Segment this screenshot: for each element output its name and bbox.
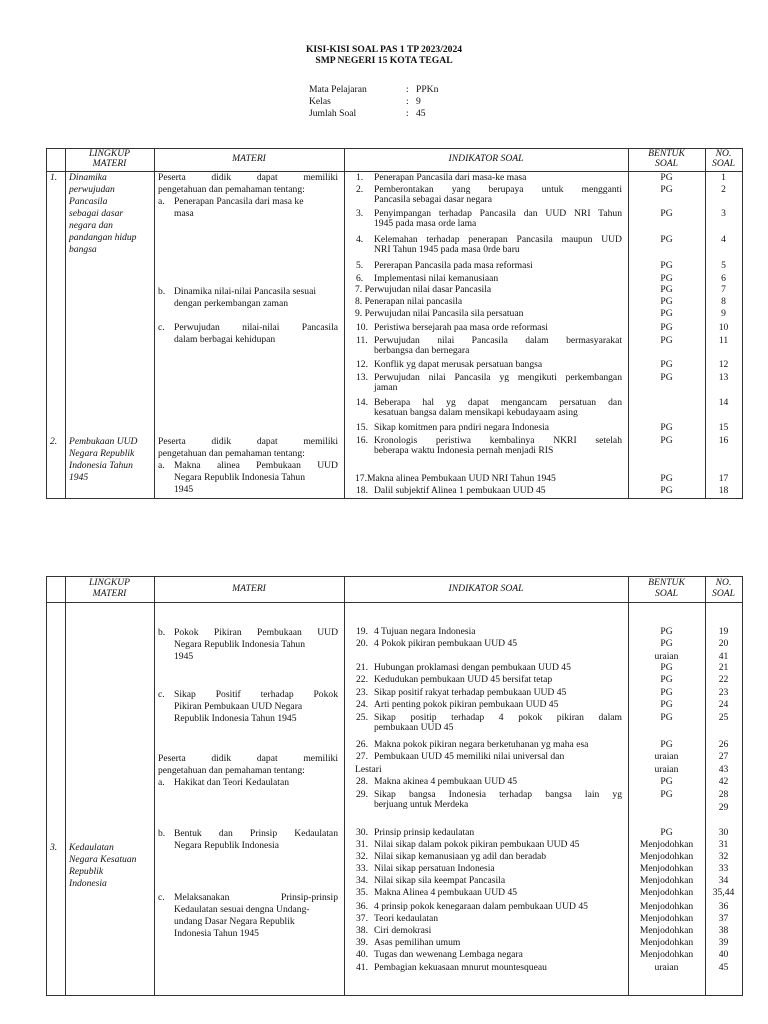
bentuk-soal: PG — [660, 359, 673, 370]
indikator-number: 24. — [356, 699, 368, 710]
materi-letter: c. — [158, 322, 165, 333]
indikator-number: 6. — [356, 273, 364, 284]
indikator-text: Asas pemilihan umum — [374, 937, 461, 948]
materi-text: dengan perkembangan zaman — [174, 298, 289, 309]
bentuk-soal: PG — [660, 687, 673, 698]
indikator-number: 34. — [356, 875, 368, 886]
indikator-text: Teori kedaulatan — [374, 913, 439, 924]
indikator-text: Kronologis peristiwa kembalinya NKRI setelah — [374, 435, 622, 446]
materi-text: Makna alinea Pembukaan UUD — [174, 460, 338, 471]
bentuk-soal: PG — [660, 626, 673, 637]
col-header-materi: MATERI — [232, 153, 266, 164]
nomor-soal: 38 — [718, 925, 729, 936]
indikator-text: Sikap bangsa Indonesia terhadap bangsa lain yg — [374, 789, 622, 800]
indikator-text: Ciri demokrasi — [374, 925, 432, 936]
nomor-soal: 2 — [721, 184, 726, 195]
info-label-subject: Mata Pelajaran — [309, 84, 367, 95]
indikator-number: 35. — [356, 887, 368, 898]
nomor-soal: 20 — [718, 638, 729, 649]
col-header-lingkup: MATERI — [92, 588, 127, 599]
materi-text: Pikiran Pembukaan UUD Negara — [174, 701, 303, 712]
nomor-soal: 5 — [721, 260, 726, 271]
indikator-text: 7. Perwujudan nilai dasar Pancasila — [355, 284, 492, 295]
bentuk-soal: PG — [660, 638, 673, 649]
materi-text: undang Dasar Negara Republik — [174, 916, 295, 927]
indikator-text: Pembagian kekuasaan mnurut mountesqueau — [374, 962, 547, 973]
materi-letter: a. — [158, 777, 165, 788]
indikator-text: kesatuan bangsa dalam mensikapi kebudayaam asing — [374, 406, 578, 418]
bentuk-soal: PG — [660, 674, 673, 685]
col-header-no: SOAL — [712, 158, 735, 169]
nomor-soal: 31 — [718, 839, 729, 850]
bentuk-soal: PG — [660, 422, 673, 433]
indikator-number: 22. — [356, 674, 368, 685]
materi-letter: b. — [158, 828, 166, 839]
bentuk-soal: PG — [660, 776, 673, 787]
indikator-number: 39. — [356, 937, 368, 948]
lingkup-text: Indonesia Tahun — [69, 460, 133, 471]
materi-text: Melaksanakan Prinsip-prinsip — [174, 892, 338, 903]
nomor-soal: 36 — [718, 901, 729, 912]
indikator-text: Konflik yg dapat merusak persatuan bangsa — [374, 359, 543, 370]
lingkup-text: Kedaulatan — [69, 842, 114, 853]
indikator-number: 38. — [356, 925, 368, 936]
indikator-text: Implementasi nilai kemanusiaan — [374, 273, 499, 284]
col-header-bentuk: SOAL — [655, 158, 678, 169]
indikator-number: 3. — [356, 208, 364, 219]
indikator-text: 4 Pokok pikiran pembukaan UUD 45 — [374, 638, 518, 649]
bentuk-soal: PG — [660, 273, 673, 284]
indikator-text: Makna pokok pikiran negara berketuhanan yg maha esa — [374, 739, 589, 750]
indikator-text: Makna akinea 4 pembukaan UUD 45 — [374, 776, 518, 787]
materi-text: Peserta didik dapat memiliki — [158, 172, 338, 183]
indikator-text: Sikap positip terhadap 4 pokok pikiran dalam — [374, 712, 622, 723]
indikator-number: 5. — [356, 260, 364, 271]
lingkup-text: Pancasila — [69, 196, 108, 207]
bentuk-soal: Menjodohkan — [639, 851, 694, 862]
indikator-number: 27. — [356, 751, 368, 762]
indikator-number: 14. — [356, 397, 368, 408]
info-sep: : — [406, 84, 409, 95]
materi-text: Bentuk dan Prinsip Kedaulatan — [174, 828, 338, 839]
nomor-soal: 3 — [721, 208, 726, 219]
col-header-indikator: INDIKATOR SOAL — [448, 583, 524, 594]
indikator-number: 4. — [356, 234, 364, 245]
nomor-soal: 27 — [718, 751, 729, 762]
indikator-text: 9. Perwujudan nilai Pancasila sila persatuan — [355, 308, 524, 319]
bentuk-soal: PG — [660, 739, 673, 750]
indikator-number: 29. — [356, 789, 368, 800]
indikator-number: 40. — [356, 949, 368, 960]
nomor-soal: 33 — [718, 863, 729, 874]
lingkup-text: negara dan — [69, 220, 113, 231]
indikator-text: Pembukaan UUD 45 memiliki nilai universal dan — [374, 751, 565, 762]
materi-text: 1945 — [174, 484, 194, 495]
bentuk-soal: PG — [660, 485, 673, 496]
indikator-text: Pemberontakan yang berupaya untuk mengganti — [374, 184, 622, 195]
materi-text: Pokok Pikiran Pembukaan UUD — [174, 627, 338, 638]
indikator-text: berjuang untuk Merdeka — [374, 798, 469, 810]
col-header-no: NO. — [715, 577, 732, 588]
materi-letter: a. — [158, 460, 165, 471]
row-number: 2. — [50, 436, 58, 447]
indikator-text: Sikap komitmen para pndiri negara Indonesia — [374, 422, 550, 433]
indikator-text: Arti penting pokok pikiran pembukaan UUD 45 — [374, 699, 559, 710]
info-value-class: 9 — [416, 96, 421, 107]
indikator-text: berbangsa dan bernegara — [374, 344, 470, 356]
indikator-text: Tugas dan wewenang Lembaga negara — [374, 949, 523, 960]
indikator-text: beberapa waktu Indonesia pernah menjadi RIS — [374, 444, 554, 456]
indikator-text: 17.Makna alinea Pembukaan UUD NRI Tahun 1945 — [355, 473, 556, 484]
nomor-soal: 22 — [718, 674, 729, 685]
indikator-text: Nilai sikap sila keempat Pancasila — [374, 875, 506, 886]
indikator-text: Prinsip prinsip kedaulatan — [374, 827, 475, 838]
info-value-subject: PPKn — [416, 84, 439, 95]
col-header-indikator: INDIKATOR SOAL — [448, 153, 524, 164]
col-header-bentuk: BENTUK — [648, 577, 685, 588]
nomor-soal: 26 — [718, 739, 729, 750]
indikator-text: Perwujudan nilai Pancasila yg mengikuti perkembangan — [374, 372, 622, 383]
info-label-class: Kelas — [309, 96, 331, 107]
nomor-soal: 19 — [718, 626, 729, 637]
materi-text: Indonesia Tahun 1945 — [174, 928, 259, 939]
row-number: 1. — [50, 172, 58, 183]
indikator-text: Kelemahan terhadap penerapan Pancasila maupun UUD — [374, 234, 622, 245]
nomor-soal: 8 — [721, 296, 726, 307]
indikator-number: 33. — [356, 863, 368, 874]
info-sep: : — [406, 108, 409, 119]
materi-text: Negara Republik Indonesia — [174, 840, 279, 851]
indikator-text: 8. Penerapan nilai pancasila — [355, 296, 463, 307]
lingkup-text: Indonesia — [69, 878, 107, 889]
bentuk-soal: Menjodohkan — [639, 863, 694, 874]
materi-text: Peserta didik dapat memiliki — [158, 436, 338, 447]
bentuk-soal: uraian — [654, 751, 679, 762]
doc-title: KISI-KISI SOAL PAS 1 TP 2023/2024 — [305, 44, 463, 55]
indikator-text: Sikap positif rakyat terhadap pembukaan UUD 45 — [374, 687, 567, 698]
indikator-number: 13. — [356, 372, 368, 383]
bentuk-soal: uraian — [654, 651, 679, 662]
nomor-soal: 24 — [718, 699, 729, 710]
lingkup-text: Republik — [69, 866, 104, 877]
indikator-text: Penyimpangan terhadap Pancasila dan UUD NRI Tahun — [374, 208, 622, 219]
nomor-soal: 14 — [718, 397, 729, 408]
materi-text: dalam berbagai kehidupan — [174, 334, 276, 345]
bentuk-soal: PG — [660, 234, 673, 245]
indikator-number: 20. — [356, 638, 368, 649]
bentuk-soal: PG — [660, 435, 673, 446]
nomor-soal: 32 — [718, 851, 729, 862]
nomor-soal: 41 — [718, 651, 729, 662]
col-header-materi: MATERI — [232, 583, 266, 594]
indikator-number: 21. — [356, 662, 368, 673]
bentuk-soal: Menjodohkan — [639, 875, 694, 886]
materi-letter: b. — [158, 627, 166, 638]
bentuk-soal: PG — [660, 284, 673, 295]
bentuk-soal: Menjodohkan — [639, 839, 694, 850]
indikator-number: 31. — [356, 839, 368, 850]
lingkup-text: sebagai dasar — [69, 208, 124, 219]
indikator-text: Nilai sikap kemanusiaan yg adil dan beradab — [374, 851, 547, 862]
row-number: 3. — [50, 842, 58, 853]
nomor-soal: 25 — [718, 712, 729, 723]
bentuk-soal: uraian — [654, 764, 679, 775]
lingkup-text: 1945 — [69, 472, 89, 483]
bentuk-soal: Menjodohkan — [639, 949, 694, 960]
indikator-number: 15. — [356, 422, 368, 433]
lingkup-text: bangsa — [69, 244, 97, 255]
indikator-text: Makna Alinea 4 pembukaan UUD 45 — [374, 887, 518, 898]
indikator-text: pembukaan UUD 45 — [374, 721, 454, 733]
nomor-soal: 1 — [721, 172, 726, 183]
nomor-soal: 21 — [718, 662, 729, 673]
materi-letter: c. — [158, 892, 165, 903]
indikator-number: 37. — [356, 913, 368, 924]
lingkup-text: Negara Republik — [69, 448, 135, 459]
col-header-lingkup: LINGKUP — [88, 148, 131, 159]
materi-text: Kedaulatan sesuai dengna Undang- — [174, 904, 310, 915]
materi-text: Negara Republik Indonesia Tahun — [174, 472, 306, 483]
indikator-text: 1945 pada masa orde lama — [374, 217, 477, 229]
nomor-soal: 15 — [718, 422, 729, 433]
bentuk-soal: Menjodohkan — [639, 901, 694, 912]
nomor-soal: 17 — [718, 473, 729, 484]
materi-text: 1945 — [174, 651, 194, 662]
indikator-text: 4 Tujuan negara Indonesia — [374, 626, 476, 637]
bentuk-soal: PG — [660, 372, 673, 383]
nomor-soal: 29 — [718, 802, 729, 813]
bentuk-soal: Menjodohkan — [639, 925, 694, 936]
nomor-soal: 30 — [718, 827, 729, 838]
nomor-soal: 6 — [721, 273, 726, 284]
bentuk-soal: Menjodohkan — [639, 937, 694, 948]
indikator-text: Dalil subjektif Alinea 1 pembukaan UUD 45 — [374, 485, 546, 496]
indikator-number: 10. — [356, 322, 368, 333]
materi-text: masa — [174, 208, 194, 219]
nomor-soal: 37 — [718, 913, 729, 924]
materi-text: Peserta didik dapat memiliki — [158, 753, 338, 764]
col-header-bentuk: BENTUK — [648, 148, 685, 159]
indikator-text: Pancasila sebagai dasar negara — [374, 193, 492, 205]
materi-letter: b. — [158, 286, 166, 297]
info-label-count: Jumlah Soal — [309, 108, 357, 119]
bentuk-soal: Menjodohkan — [639, 887, 694, 898]
indikator-text: Lestari — [355, 764, 382, 775]
bentuk-soal: PG — [660, 789, 673, 800]
nomor-soal: 45 — [718, 962, 729, 973]
indikator-text: Perwujudan nilai Pancasila dalam bermasyarakat — [374, 335, 622, 346]
lingkup-text: perwujudan — [69, 184, 115, 195]
indikator-text: Penerapan Pancasila dari masa-ke masa — [374, 172, 527, 183]
indikator-number: 18. — [356, 485, 368, 496]
indikator-text: Pererapan Pancasila pada masa reformasi — [374, 260, 533, 271]
indikator-number: 26. — [356, 739, 368, 750]
nomor-soal: 16 — [718, 435, 729, 446]
indikator-text: Nilai sikap persatuan Indonesia — [374, 863, 495, 874]
col-header-no: NO. — [715, 148, 732, 159]
materi-letter: a. — [158, 196, 165, 207]
nomor-soal: 42 — [718, 776, 729, 787]
indikator-text: Beberapa hal yg dapat mengancam persatuan dan — [374, 397, 622, 408]
bentuk-soal: PG — [660, 473, 673, 484]
bentuk-soal: PG — [660, 827, 673, 838]
nomor-soal: 35,44 — [712, 887, 735, 898]
indikator-number: 1. — [356, 172, 364, 183]
materi-text: Perwujudan nilai-nilai Pancasila — [174, 322, 338, 333]
bentuk-soal: PG — [660, 184, 673, 195]
nomor-soal: 9 — [721, 308, 726, 319]
nomor-soal: 39 — [718, 937, 729, 948]
materi-text: pengetahuan dan pemahaman tentang: — [158, 184, 305, 195]
materi-text: pengetahuan dan pemahaman tentang: — [158, 765, 305, 776]
materi-text: Dinamika nilai-nilai Pancasila sesuai — [174, 286, 316, 297]
bentuk-soal: PG — [660, 296, 673, 307]
indikator-number: 28. — [356, 776, 368, 787]
indikator-number: 2. — [356, 184, 364, 195]
bentuk-soal: PG — [660, 308, 673, 319]
materi-text: Penerapan Pancasila dari masa ke — [174, 196, 304, 207]
indikator-number: 41. — [356, 962, 368, 973]
materi-text: Sikap Positif terhadap Pokok — [174, 689, 338, 700]
bentuk-soal: PG — [660, 322, 673, 333]
indikator-text: Nilai sikap dalam pokok pikiran pembukaan UUD 45 — [374, 839, 580, 850]
bentuk-soal: Menjodohkan — [639, 913, 694, 924]
indikator-number: 11. — [356, 335, 368, 346]
nomor-soal: 4 — [721, 234, 726, 245]
lingkup-text: Pembukaan UUD — [69, 436, 138, 447]
bentuk-soal: PG — [660, 208, 673, 219]
materi-text: Republik Indonesia Tahun 1945 — [174, 713, 297, 724]
nomor-soal: 13 — [718, 372, 729, 383]
nomor-soal: 7 — [721, 284, 726, 295]
nomor-soal: 28 — [718, 789, 729, 800]
col-header-bentuk: SOAL — [655, 588, 678, 599]
bentuk-soal: PG — [660, 335, 673, 346]
bentuk-soal: PG — [660, 699, 673, 710]
bentuk-soal: PG — [660, 260, 673, 271]
bentuk-soal: uraian — [654, 962, 679, 973]
indikator-number: 23. — [356, 687, 368, 698]
materi-text: pengetahuan dan pemahaman tentang: — [158, 448, 305, 459]
nomor-soal: 43 — [718, 764, 729, 775]
indikator-number: 30. — [356, 827, 368, 838]
nomor-soal: 23 — [718, 687, 729, 698]
indikator-number: 19. — [356, 626, 368, 637]
indikator-text: NRI Tahun 1945 pada masa 0rde baru — [374, 243, 520, 255]
lingkup-text: pandangan hidup — [69, 232, 137, 243]
nomor-soal: 18 — [718, 485, 729, 496]
materi-letter: c. — [158, 689, 165, 700]
indikator-number: 36. — [356, 901, 368, 912]
nomor-soal: 10 — [718, 322, 729, 333]
indikator-text: Kedudukan pembukaan UUD 45 bersifat tetap — [374, 674, 553, 685]
bentuk-soal: PG — [660, 662, 673, 673]
col-header-lingkup: MATERI — [92, 158, 127, 169]
nomor-soal: 34 — [718, 875, 729, 886]
nomor-soal: 40 — [718, 949, 729, 960]
lingkup-text: Negara Kesatuan — [69, 854, 137, 865]
indikator-text: 4 prinsip pokok kenegaraan dalam pembukaan UUD 45 — [374, 901, 588, 912]
materi-text: Negara Republik Indonesia Tahun — [174, 639, 306, 650]
lingkup-text: Dinamika — [69, 172, 107, 183]
col-header-no: SOAL — [712, 588, 735, 599]
indikator-text: Peristiwa bersejarah paa masa orde reformasi — [374, 322, 548, 333]
indikator-number: 12. — [356, 359, 368, 370]
indikator-text: Hubungan proklamasi dengan pembukaan UUD 45 — [374, 662, 571, 673]
nomor-soal: 11 — [718, 335, 729, 346]
indikator-text: jaman — [374, 381, 398, 393]
indikator-number: 16. — [356, 435, 368, 446]
indikator-number: 32. — [356, 851, 368, 862]
indikator-number: 25. — [356, 712, 368, 723]
info-value-count: 45 — [416, 108, 426, 119]
info-sep: : — [406, 96, 409, 107]
nomor-soal: 12 — [718, 359, 729, 370]
materi-text: Hakikat dan Teori Kedaulatan — [174, 777, 290, 788]
bentuk-soal: PG — [660, 172, 673, 183]
school-name: SMP NEGERI 15 KOTA TEGAL — [315, 55, 453, 66]
col-header-lingkup: LINGKUP — [88, 577, 131, 588]
bentuk-soal: PG — [660, 712, 673, 723]
